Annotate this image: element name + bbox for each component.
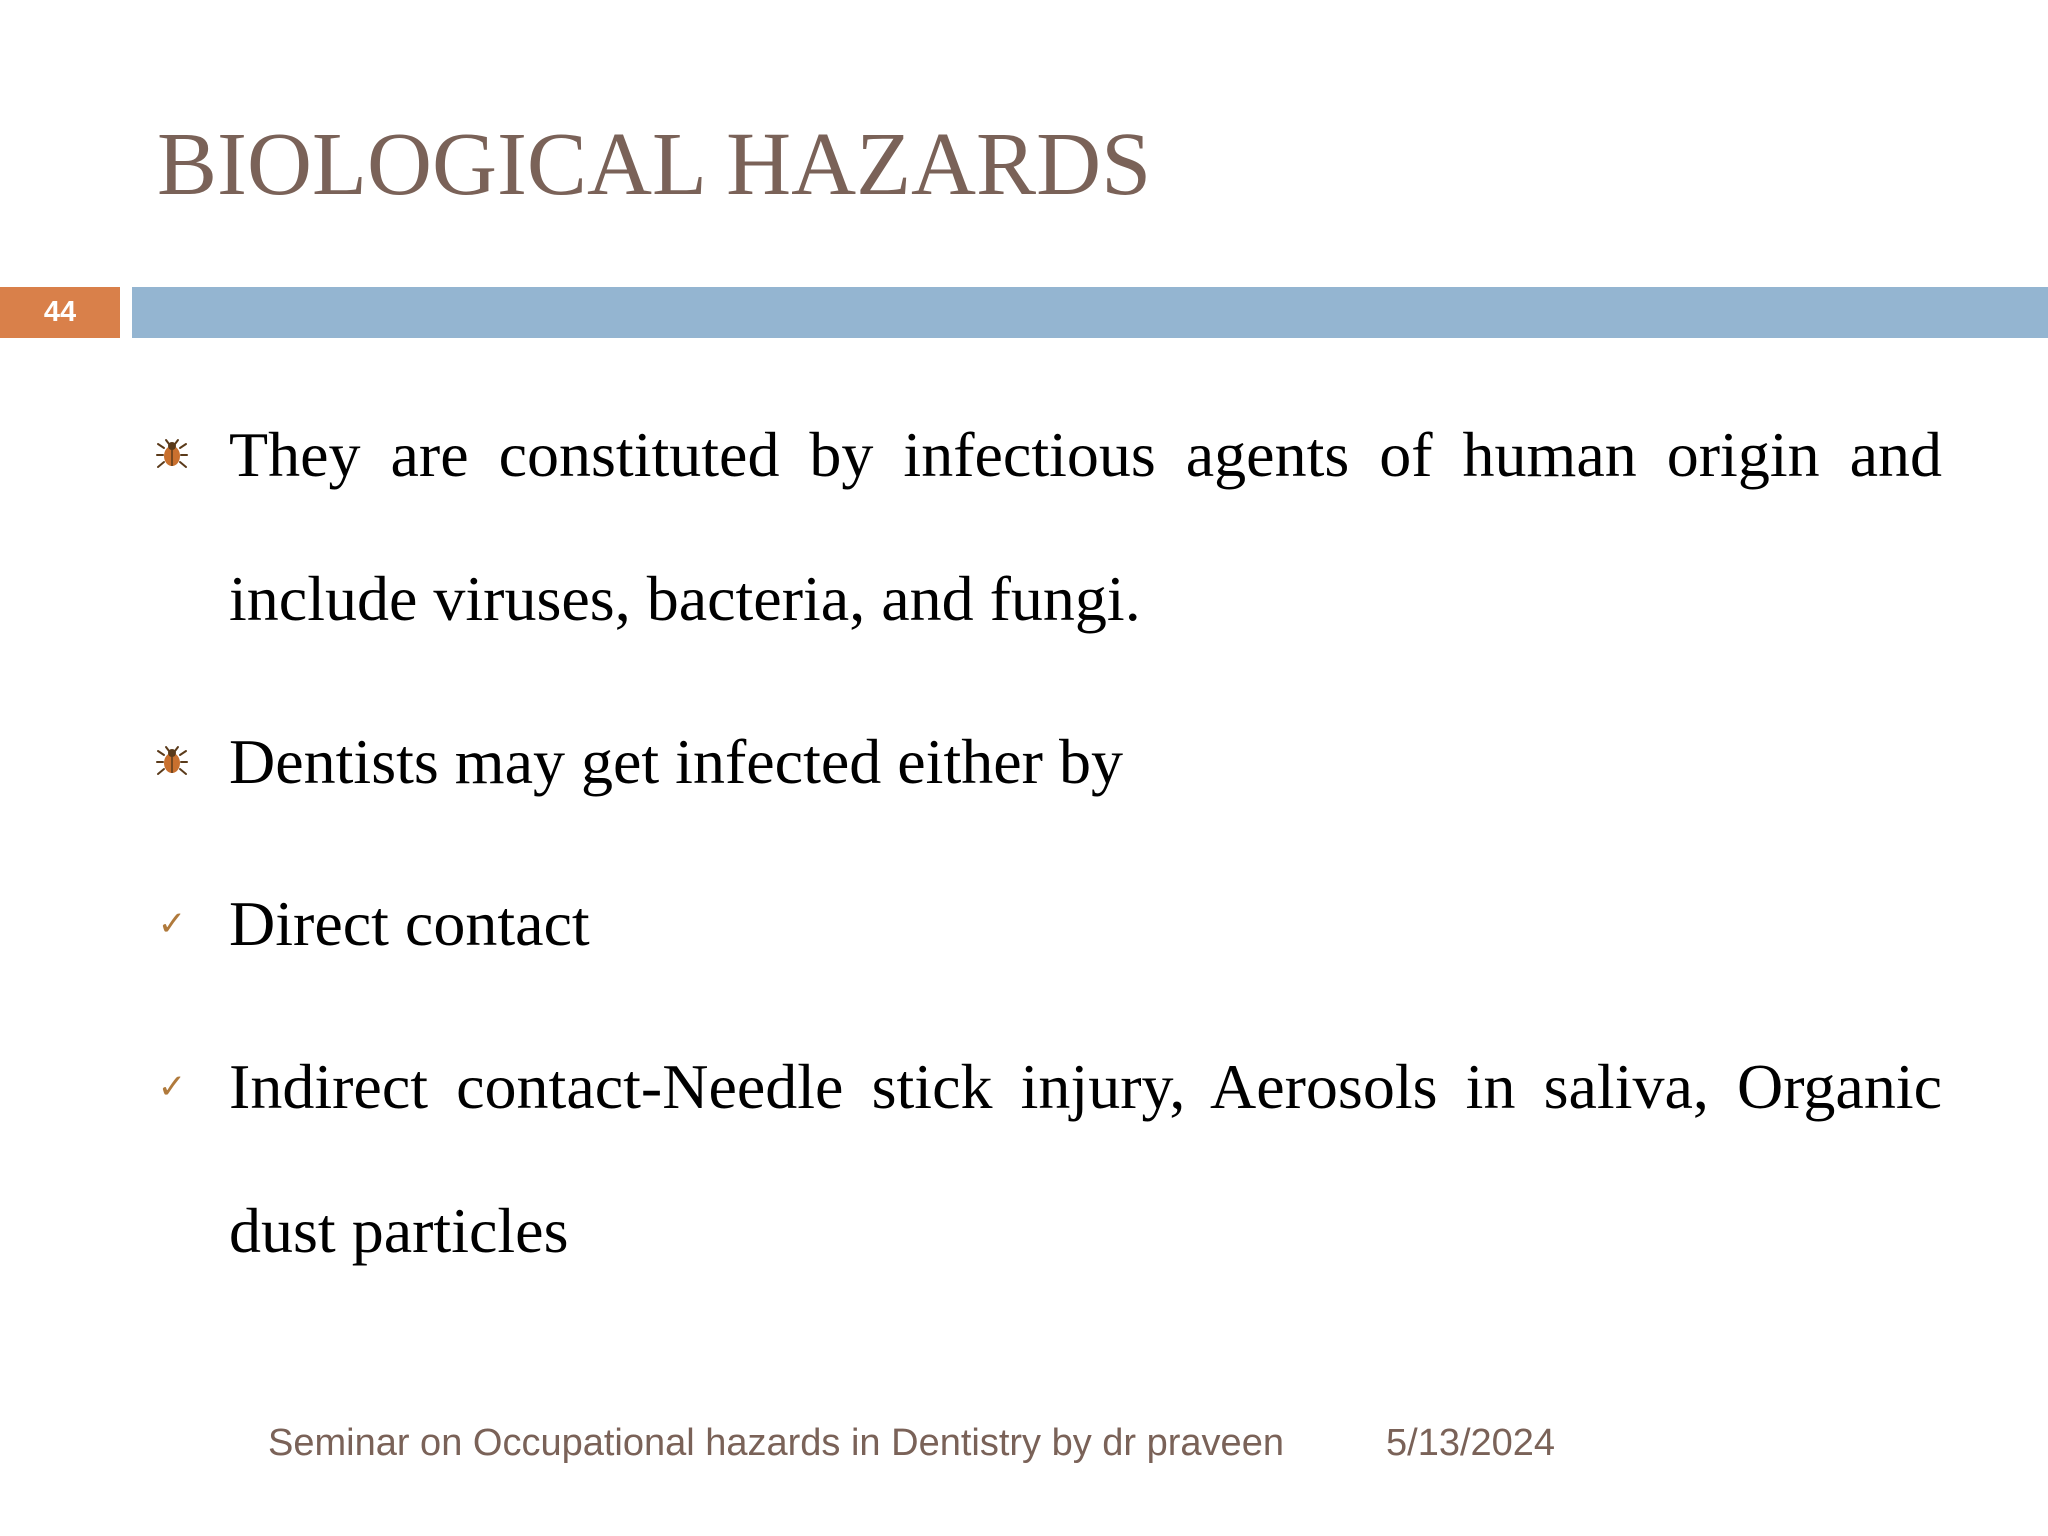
footer-text: Seminar on Occupational hazards in Dentistry by dr praveen bbox=[268, 1422, 1284, 1464]
bullet-text: They are constituted by infectious agents of human origin and include viruses, bacteria, and fungi. bbox=[229, 419, 1942, 634]
bug-icon bbox=[155, 745, 189, 779]
checkmark-icon: ✓ bbox=[157, 904, 187, 944]
bullet-text: Indirect contact-Needle stick injury, Aerosols in saliva, Organic dust particles bbox=[229, 1051, 1942, 1266]
slide-title: BIOLOGICAL HAZARDS bbox=[157, 115, 1152, 214]
footer-date: 5/13/2024 bbox=[1386, 1422, 1556, 1464]
bullet-text: Dentists may get infected either by bbox=[229, 726, 1123, 797]
bug-icon bbox=[155, 438, 189, 472]
slide-number-badge bbox=[0, 287, 120, 338]
slide-number: 44 bbox=[43, 296, 77, 328]
title-divider-bar bbox=[132, 287, 2048, 338]
checkmark-icon: ✓ bbox=[157, 1067, 187, 1107]
bullet-text: Direct contact bbox=[229, 888, 590, 959]
